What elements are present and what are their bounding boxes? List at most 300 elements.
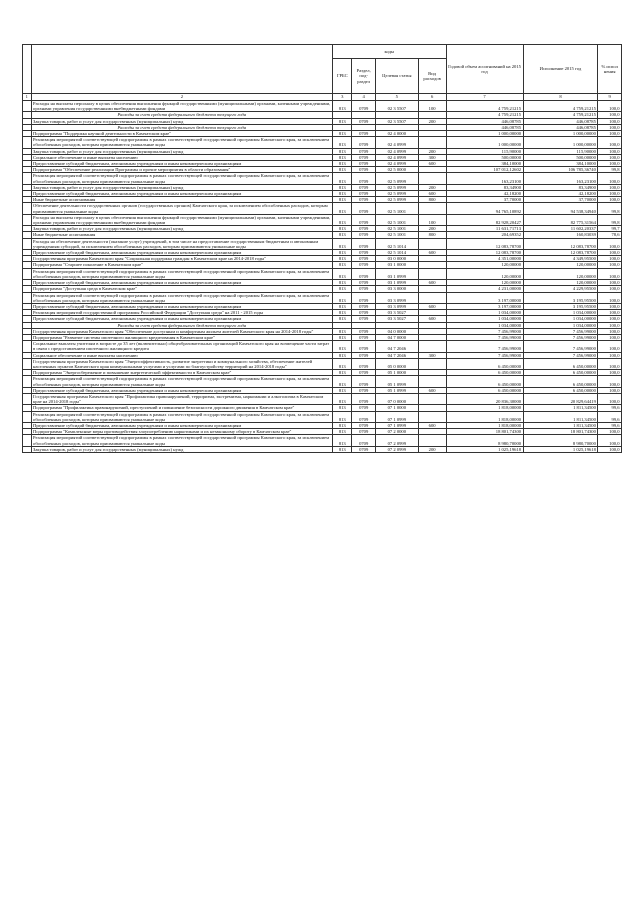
row-razdel-cell: 0709	[352, 203, 376, 214]
row-exec-cell: 115,90000	[523, 148, 598, 154]
row-vid-cell: 100	[418, 101, 446, 112]
row-plan-cell: 1 034,00000	[446, 316, 523, 322]
row-plan-cell: 4 351,00000	[446, 256, 523, 262]
row-name-cell: Социальное обеспечение и иные выплаты населению	[31, 352, 333, 358]
row-name-cell: Подпрограмма "Профилактика правонарушений, преступлений и повышение безопасности дорожного движения в Камчатском крае"	[31, 405, 333, 411]
row-vid-cell: 300	[418, 352, 446, 358]
row-pct-cell: 100,0	[598, 148, 622, 154]
row-plan-cell: 120,00000	[446, 280, 523, 286]
row-razdel-cell: 0709	[352, 256, 376, 262]
row-razdel-cell: 0709	[352, 214, 376, 225]
row-index-cell	[23, 101, 32, 112]
column-number: 5	[375, 94, 418, 101]
row-name-cell: Государственная программа Камчатского края "Обеспечение доступным и комфортным жильем жителей Камчатского края на 2014-2018 годы"	[31, 328, 333, 334]
row-pct-cell: 100,0	[598, 173, 622, 184]
row-name-cell: Иные бюджетные ассигнования	[31, 232, 333, 238]
row-plan-cell: 1 025,19618	[446, 446, 523, 452]
row-exec-cell: 500,00000	[523, 154, 598, 160]
row-plan-cell: 384,10000	[446, 161, 523, 167]
row-grbs-cell: 813	[333, 191, 352, 197]
row-grbs-cell: 813	[333, 286, 352, 292]
row-grbs-cell: 813	[333, 429, 352, 435]
row-exec-cell: 384,10000	[523, 161, 598, 167]
table-body	[23, 101, 622, 453]
row-razdel-cell: 0709	[352, 286, 376, 292]
header-exec: Исполнение 2015 год	[523, 45, 598, 94]
row-pct-cell: 99,6	[598, 405, 622, 411]
row-target-cell: 05 1 0999	[375, 387, 418, 393]
row-razdel-cell: 0709	[352, 250, 376, 256]
row-name-cell: Реализация мероприятий соответствующей подпрограммы в рамках соответствующей государственной программы Камчатского края, за исключением обособленных расходов, которым присваиваются уникальные коды	[31, 435, 333, 446]
row-plan-cell: 7 456,99000	[446, 334, 523, 340]
row-vid-cell: 600	[418, 191, 446, 197]
row-exec-cell: 1 034,00000	[523, 310, 598, 316]
row-pct-cell: 100,0	[598, 429, 622, 435]
row-plan-cell: 7 456,99000	[446, 352, 523, 358]
row-grbs-cell: 813	[333, 303, 352, 309]
row-exec-cell: 3 195,95500	[523, 292, 598, 303]
row-index-cell	[23, 411, 32, 422]
row-grbs-cell: 813	[333, 167, 352, 173]
row-name-cell: Закупка товаров, работ и услуг для государственных (муниципальных) нужд	[31, 184, 333, 190]
row-exec-cell: 6 450,00000	[523, 370, 598, 376]
row-pct-cell: 100,0	[598, 358, 622, 369]
row-razdel-cell: 0709	[352, 376, 376, 387]
row-grbs-cell: 813	[333, 184, 352, 190]
row-grbs-cell: 813	[333, 137, 352, 148]
row-grbs-cell: 813	[333, 232, 352, 238]
table-row	[23, 376, 622, 387]
header-name-blank	[31, 45, 333, 94]
row-plan-cell: 94 765,10892	[446, 203, 523, 214]
row-razdel-cell: 0709	[352, 280, 376, 286]
row-vid-cell: 800	[418, 197, 446, 203]
row-exec-cell: 7 456,99000	[523, 341, 598, 352]
row-exec-cell: 6 450,00000	[523, 387, 598, 393]
row-name-cell: Социальные выплаты учителям в возрасте до 35 лет (включительно) общеобразовательных организаций Камчатского края на возмещение части затрат в связи с предоставлением ипотечного жилищного кредита	[31, 341, 333, 352]
budget-execution-table	[22, 44, 622, 453]
row-name-cell: Подпрограмма "Комплексные меры противодействия злоупотреблению наркотиками и их незаконному обороту в Камчатском крае"	[31, 429, 333, 435]
row-plan-cell: 6 450,00000	[446, 370, 523, 376]
row-pct-cell: 100,0	[598, 393, 622, 404]
row-razdel-cell: 0709	[352, 131, 376, 137]
row-exec-cell: 94 538,34940	[523, 203, 598, 214]
row-target-cell: 03 0 0000	[375, 256, 418, 262]
row-pct-cell: 100,0	[598, 112, 622, 118]
row-index-cell	[23, 268, 32, 279]
row-grbs-cell: 813	[333, 238, 352, 249]
row-razdel-cell: 0709	[352, 411, 376, 422]
table-row	[23, 203, 622, 214]
row-exec-cell: 120,00000	[523, 268, 598, 279]
row-pct-cell: 100,0	[598, 124, 622, 130]
row-exec-cell: 1 811,34500	[523, 411, 598, 422]
row-exec-cell: 4 349,95500	[523, 256, 598, 262]
row-vid-cell	[418, 238, 446, 249]
row-target-cell: 02 3 5507	[375, 118, 418, 124]
row-vid-cell	[418, 376, 446, 387]
row-pct-cell: 100,0	[598, 154, 622, 160]
row-pct-cell: 78,6	[598, 232, 622, 238]
row-razdel-cell: 0709	[352, 358, 376, 369]
row-grbs-cell: 813	[333, 203, 352, 214]
row-plan-cell: 1 034,00000	[446, 310, 523, 316]
row-name-cell: Реализация мероприятий соответствующей подпрограммы в рамках соответствующей государственной программы Камчатского края, за исключением обособленных расходов, которым присваиваются уникальные коды	[31, 411, 333, 422]
column-number-row	[23, 94, 622, 101]
row-vid-cell	[418, 358, 446, 369]
row-plan-cell: 11 631,71713	[446, 226, 523, 232]
header-codes-group: коды	[333, 45, 446, 59]
row-pct-cell: 100,0	[598, 303, 622, 309]
row-razdel-cell: 0709	[352, 446, 376, 452]
row-vid-cell	[418, 292, 446, 303]
header-index-blank	[23, 45, 32, 94]
row-pct-cell: 100,0	[598, 322, 622, 328]
row-exec-cell: 1 025,19618	[523, 446, 598, 452]
row-grbs-cell: 813	[333, 197, 352, 203]
row-exec-cell: 4 759,21215	[523, 112, 598, 118]
row-index-cell	[23, 173, 32, 184]
row-target-cell: 03 3 5027	[375, 316, 418, 322]
column-number: 9	[598, 94, 622, 101]
row-target-cell: 02 4 0999	[375, 154, 418, 160]
row-name-cell: Закупка товаров, работ и услуг для государственных (муниципальных) нужд	[31, 446, 333, 452]
row-grbs-cell: 813	[333, 161, 352, 167]
row-name-cell: Расходы на обеспечение деятельности (оказание услуг) учреждений, в том числе на предоставление государственным бюджетным и автономным учреждениям субсидий, за исключением обособленных расходов, которым присваиваются уникальные коды	[31, 238, 333, 249]
row-pct-cell: 100,0	[598, 197, 622, 203]
row-vid-cell	[418, 203, 446, 214]
row-target-cell: 03 1 0999	[375, 268, 418, 279]
row-pct-cell: 100,0	[598, 137, 622, 148]
column-number: 6	[418, 94, 446, 101]
row-exec-cell: 163,23100	[523, 173, 598, 184]
row-exec-cell: 7 456,99000	[523, 328, 598, 334]
row-razdel-cell: 0709	[352, 101, 376, 112]
row-name-cell: Иные бюджетные ассигнования	[31, 197, 333, 203]
row-index-cell	[23, 446, 32, 452]
row-razdel-cell: 0709	[352, 262, 376, 268]
row-target-cell: 02 5 1014	[375, 250, 418, 256]
row-vid-cell: 200	[418, 226, 446, 232]
row-name-cell: Реализация мероприятий соответствующей подпрограммы в рамках соответствующей государственной программы Камчатского края, за исключением обособленных расходов, которым присваиваются уникальные коды	[31, 376, 333, 387]
row-pct-cell: 100,0	[598, 286, 622, 292]
row-index-cell	[23, 435, 32, 446]
row-razdel-cell: 0709	[352, 191, 376, 197]
row-pct-cell: 100,0	[598, 341, 622, 352]
row-razdel-cell: 0709	[352, 303, 376, 309]
row-plan-cell: 107 012,12602	[446, 167, 523, 173]
row-razdel-cell: 0709	[352, 405, 376, 411]
row-plan-cell: 6 450,00000	[446, 358, 523, 369]
row-exec-cell: 1 000,00000	[523, 131, 598, 137]
row-index-cell	[23, 238, 32, 249]
row-razdel-cell: 0709	[352, 370, 376, 376]
column-number: 8	[523, 94, 598, 101]
row-plan-cell: 37,70000	[446, 197, 523, 203]
row-razdel-cell: 0709	[352, 197, 376, 203]
row-vid-cell: 600	[418, 316, 446, 322]
row-grbs-cell: 813	[333, 214, 352, 225]
row-name-cell: Предоставление субсидий бюджетным, автономным учреждениям и иным некоммерческим организациям	[31, 161, 333, 167]
row-pct-cell: 100,0	[598, 352, 622, 358]
row-plan-cell: 4 759,21215	[446, 112, 523, 118]
row-target-cell: 05 0 0000	[375, 358, 418, 369]
table-row	[23, 411, 622, 422]
row-grbs-cell: 813	[333, 435, 352, 446]
row-razdel-cell: 0709	[352, 154, 376, 160]
row-plan-cell: 8 980,70000	[446, 435, 523, 446]
row-exec-cell: 120,00000	[523, 280, 598, 286]
row-target-cell: 04 7 0000	[375, 334, 418, 340]
row-pct-cell: 99,6	[598, 411, 622, 422]
table-row	[23, 341, 622, 352]
row-index-cell	[23, 393, 32, 404]
row-grbs-cell: 813	[333, 101, 352, 112]
row-plan-cell: 4 231,00000	[446, 286, 523, 292]
row-exec-cell: 3 195,95500	[523, 303, 598, 309]
row-exec-cell: 8 980,70000	[523, 435, 598, 446]
row-grbs-cell: 813	[333, 358, 352, 369]
row-razdel-cell: 0709	[352, 173, 376, 184]
row-pct-cell: 100,0	[598, 370, 622, 376]
row-name-cell: Предоставление субсидий бюджетным, автономным учреждениям и иным некоммерческим организациям	[31, 387, 333, 393]
row-grbs-cell: 813	[333, 393, 352, 404]
row-plan-cell: 1 818,00000	[446, 422, 523, 428]
row-pct-cell: 100,0	[598, 316, 622, 322]
row-name-cell: Подпрограмма "Энергосбережение и повышение энергетической эффективности в Камчатском крае"	[31, 370, 333, 376]
row-grbs-cell: 813	[333, 250, 352, 256]
row-target-cell: 02 5 0999	[375, 184, 418, 190]
row-razdel-cell: 0709	[352, 161, 376, 167]
row-plan-cell: 1 000,00000	[446, 131, 523, 137]
table-row	[23, 214, 622, 225]
row-exec-cell: 11 602,20337	[523, 226, 598, 232]
budget-report-page	[22, 44, 622, 453]
row-pct-cell: 99,7	[598, 226, 622, 232]
row-target-cell: 07 2 0999	[375, 435, 418, 446]
table-row	[23, 137, 622, 148]
row-grbs-cell: 813	[333, 446, 352, 452]
row-plan-cell: 18 801,74300	[446, 429, 523, 435]
row-target-cell: 03 3 0999	[375, 292, 418, 303]
row-target-cell: 04 7 2046	[375, 352, 418, 358]
row-plan-cell: 12 083,78700	[446, 250, 523, 256]
row-target-cell: 02 4 0999	[375, 148, 418, 154]
row-name-cell: Закупка товаров, работ и услуг для государственных (муниципальных) нужд	[31, 118, 333, 124]
row-target-cell: 03 3 0999	[375, 303, 418, 309]
row-pct-cell: 100,0	[598, 387, 622, 393]
row-target-cell: 02 5 1001	[375, 232, 418, 238]
row-target-cell: 07 1 0999	[375, 422, 418, 428]
row-grbs-cell: 813	[333, 411, 352, 422]
row-plan-cell: 446,08785	[446, 118, 523, 124]
row-exec-cell: 42,18200	[523, 191, 598, 197]
row-pct-cell: 100,0	[598, 376, 622, 387]
row-exec-cell: 1 811,34500	[523, 405, 598, 411]
header-grbs: ГРБС	[333, 59, 352, 94]
row-exec-cell: 7 456,99000	[523, 352, 598, 358]
row-target-cell: 03 3 5027	[375, 310, 418, 316]
table-row	[23, 101, 622, 112]
row-razdel-cell: 0709	[352, 334, 376, 340]
table-row	[23, 268, 622, 279]
row-target-cell: 07 1 0999	[375, 411, 418, 422]
row-name-cell: Подпрограмма "Доступная среда в Камчатском крае"	[31, 286, 333, 292]
row-vid-cell: 600	[418, 280, 446, 286]
row-name-cell: Государственная программа Камчатского края "Энергоэффективность, развитие энергетики и коммунального хозяйства, обеспечение жителей населенных пунктов Камчатского края коммунальными услугами и услугами по благоустройству территорий на 2014-2018 годы"	[31, 358, 333, 369]
row-plan-cell: 204,69352	[446, 232, 523, 238]
row-vid-cell	[418, 137, 446, 148]
row-vid-cell: 200	[418, 446, 446, 452]
row-pct-cell: 100,0	[598, 268, 622, 279]
row-exec-cell: 106 785,36740	[523, 167, 598, 173]
header-target: Целевая статья	[375, 59, 418, 94]
row-pct-cell: 99,8	[598, 214, 622, 225]
row-razdel-cell: 0709	[352, 167, 376, 173]
row-razdel-cell: 0709	[352, 184, 376, 190]
row-target-cell: 02 5 0999	[375, 197, 418, 203]
row-grbs-cell: 813	[333, 310, 352, 316]
row-target-cell: 04 0 0000	[375, 328, 418, 334]
row-plan-cell: 500,00000	[446, 154, 523, 160]
row-pct-cell: 100,0	[598, 238, 622, 249]
row-plan-cell: 1 034,00000	[446, 322, 523, 328]
row-index-cell	[23, 214, 32, 225]
row-target-cell: 02 5 1014	[375, 238, 418, 249]
row-exec-cell: 6 450,00000	[523, 376, 598, 387]
row-exec-cell: 1 034,00000	[523, 316, 598, 322]
row-target-cell: 03 3 0000	[375, 286, 418, 292]
row-exec-cell: 446,08785	[523, 124, 598, 130]
row-target-cell: 07 2 0000	[375, 429, 418, 435]
row-plan-cell: 163,23100	[446, 173, 523, 184]
row-grbs-cell: 813	[333, 376, 352, 387]
row-pct-cell: 100,0	[598, 256, 622, 262]
row-razdel-cell: 0709	[352, 429, 376, 435]
row-vid-cell: 100	[418, 214, 446, 225]
row-name-cell: Подпрограмма "Поддержка научной деятельности в Камчатском крае"	[31, 131, 333, 137]
row-vid-cell	[418, 173, 446, 184]
row-name-cell: Реализация мероприятий соответствующей подпрограммы в рамках соответствующей государственной программы Камчатского края, за исключением обособленных расходов, которым присваиваются уникальные коды	[31, 268, 333, 279]
row-name-cell: Предоставление субсидий бюджетным, автономным учреждениям и иным некоммерческим организациям	[31, 280, 333, 286]
row-target-cell: 03 1 0000	[375, 262, 418, 268]
row-pct-cell: 100,0	[598, 280, 622, 286]
row-razdel-cell: 0709	[352, 393, 376, 404]
row-name-cell: Расходы на выплаты персоналу в целях обеспечения выполнения функций государственными (муниципальными) органами, казенными учреждениями, органами управления государственными внебюджетными фондами	[31, 214, 333, 225]
row-name-cell: Государственная программа Камчатского края "Профилактика правонарушений, терроризма, экстремизма, наркомании и алкоголизма в Камчатском крае на 2014-2018 годы"	[31, 393, 333, 404]
row-exec-cell: 20 829,64419	[523, 393, 598, 404]
column-number: 3	[333, 94, 352, 101]
row-grbs-cell: 813	[333, 148, 352, 154]
row-razdel-cell: 0709	[352, 316, 376, 322]
row-vid-cell: 200	[418, 118, 446, 124]
row-name-cell: Реализация мероприятий соответствующей подпрограммы в рамках соответствующей государственной программы Камчатского края, за исключением обособленных расходов, которым присваиваются уникальные коды	[31, 173, 333, 184]
row-vid-cell: 600	[418, 387, 446, 393]
table-row	[23, 446, 622, 452]
row-name-cell: Государственная программа Камчатского края "Социальная поддержка граждан в Камчатском крае на 2014-2018 годы"	[31, 256, 333, 262]
row-grbs-cell: 813	[333, 352, 352, 358]
row-target-cell: 02 4 0999	[375, 161, 418, 167]
row-grbs-cell: 813	[333, 131, 352, 137]
row-grbs-cell: 813	[333, 422, 352, 428]
row-pct-cell: 100,0	[598, 250, 622, 256]
row-vid-cell: 600	[418, 422, 446, 428]
row-plan-cell: 7 456,99000	[446, 328, 523, 334]
row-pct-cell: 100,0	[598, 262, 622, 268]
row-plan-cell: 82 928,20427	[446, 214, 523, 225]
row-razdel-cell: 0709	[352, 226, 376, 232]
column-number: 2	[31, 94, 333, 101]
row-vid-cell	[418, 435, 446, 446]
row-exec-cell: 6 450,00000	[523, 358, 598, 369]
row-pct-cell: 100,0	[598, 191, 622, 197]
row-name-cell: Подпрограмма "Старшее поколение в Камчатском крае"	[31, 262, 333, 268]
row-exec-cell: 37,70000	[523, 197, 598, 203]
row-grbs-cell: 813	[333, 268, 352, 279]
row-vid-cell: 600	[418, 250, 446, 256]
row-name-cell: Обеспечение деятельности государственных органов (государственных органов) Камчатского края, за исключением обособленных расходов, которым присваиваются уникальные коды	[31, 203, 333, 214]
row-razdel-cell: 0709	[352, 341, 376, 352]
row-plan-cell: 115,90000	[446, 148, 523, 154]
row-pct-cell: 100,0	[598, 131, 622, 137]
row-grbs-cell: 813	[333, 173, 352, 184]
row-name-cell: Расходы за счет средств федерального бюджета текущего года	[31, 124, 333, 130]
row-pct-cell: 99,8	[598, 167, 622, 173]
row-plan-cell: 3 197,00000	[446, 303, 523, 309]
row-name-cell: Реализация мероприятий соответствующей подпрограммы в рамках соответствующей государственной программы Камчатского края, за исключением обособленных расходов, которым присваиваются уникальные коды	[31, 137, 333, 148]
row-exec-cell: 1 034,00000	[523, 322, 598, 328]
row-razdel-cell: 0709	[352, 310, 376, 316]
row-plan-cell: 6 450,00000	[446, 387, 523, 393]
row-target-cell: 04 7 2046	[375, 341, 418, 352]
row-grbs-cell: 813	[333, 118, 352, 124]
header-plan: Годовой объем ассигнований на 2015 год	[446, 45, 523, 94]
row-exec-cell: 4 229,95500	[523, 286, 598, 292]
row-name-cell: Социальное обеспечение и иные выплаты населению	[31, 154, 333, 160]
row-target-cell: 02 5 0999	[375, 173, 418, 184]
table-row	[23, 358, 622, 369]
row-plan-cell: 12 083,78700	[446, 238, 523, 249]
row-vid-cell	[418, 393, 446, 404]
row-razdel-cell: 0709	[352, 238, 376, 249]
row-grbs-cell: 813	[333, 316, 352, 322]
row-grbs-cell: 813	[333, 154, 352, 160]
row-target-cell: 02 5 0999	[375, 191, 418, 197]
header-razdel: Раздел, под-раздел	[352, 59, 376, 94]
row-exec-cell: 446,08785	[523, 118, 598, 124]
row-target-cell: 07 1 0000	[375, 405, 418, 411]
row-plan-cell: 6 450,00000	[446, 376, 523, 387]
row-target-cell: 05 1 0999	[375, 376, 418, 387]
row-vid-cell	[418, 341, 446, 352]
row-grbs-cell: 813	[333, 292, 352, 303]
row-name-cell: Расходы за счет средств федерального бюджета текущего года	[31, 112, 333, 118]
row-pct-cell: 100,0	[598, 310, 622, 316]
row-plan-cell: 120,00000	[446, 268, 523, 279]
row-razdel-cell: 0709	[352, 328, 376, 334]
row-razdel-cell: 0709	[352, 387, 376, 393]
row-pct-cell: 99,6	[598, 422, 622, 428]
row-grbs-cell: 813	[333, 328, 352, 334]
row-vid-cell: 600	[418, 161, 446, 167]
row-pct-cell: 99,8	[598, 203, 622, 214]
row-exec-cell: 12 083,78700	[523, 250, 598, 256]
row-name-cell: Предоставление субсидий бюджетным, автономным учреждениям и иным некоммерческим организациям	[31, 422, 333, 428]
row-target-cell: 02 5 1001	[375, 214, 418, 225]
row-grbs-cell: 813	[333, 334, 352, 340]
row-target-cell: 07 2 0999	[375, 446, 418, 452]
row-name-cell: Подпрограмма "Развитие системы ипотечного жилищного кредитования в Камчатском крае"	[31, 334, 333, 340]
